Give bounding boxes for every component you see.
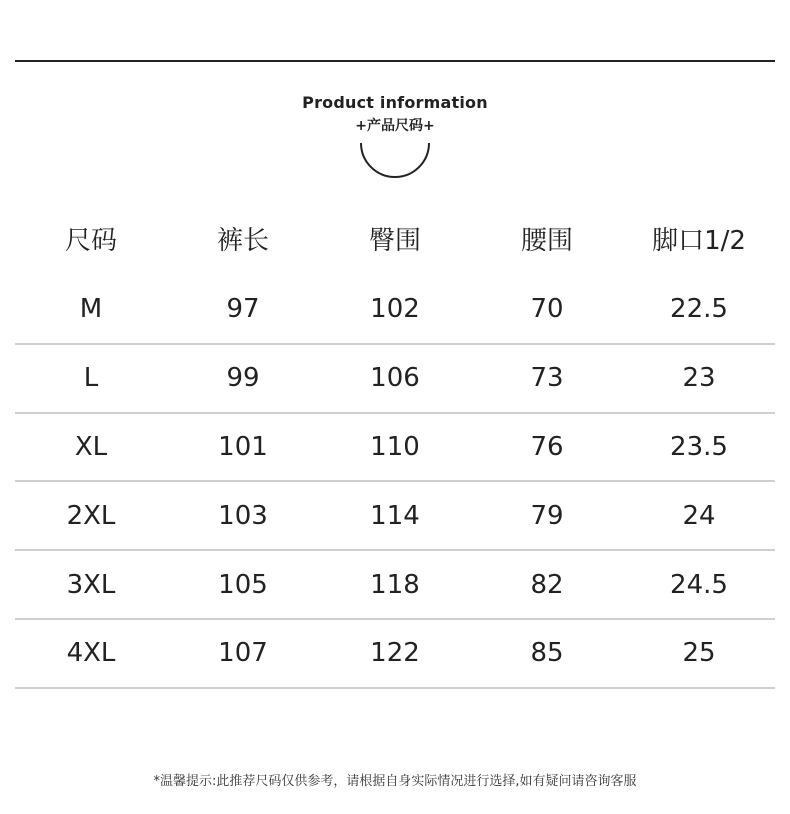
table-cell: 85: [530, 638, 564, 669]
table-cell: 110: [370, 431, 420, 462]
table-cell: 106: [370, 363, 420, 394]
table-cell: 22.5: [670, 294, 728, 325]
table-cell: 99: [226, 363, 260, 394]
decorative-arc-icon: [358, 140, 432, 180]
size-table: [15, 206, 775, 689]
table-row: [15, 345, 775, 414]
table-cell: 3XL: [66, 569, 116, 600]
table-row: [15, 414, 775, 483]
table-cell: 101: [218, 431, 268, 462]
table-cell: 24: [682, 500, 716, 531]
table-cell: 114: [370, 500, 420, 531]
table-cell: 4XL: [66, 638, 116, 669]
table-header-row: [15, 206, 775, 276]
table-row: [15, 482, 775, 551]
table-cell: 76: [530, 431, 564, 462]
table-row: [15, 551, 775, 620]
table-cell: M: [79, 294, 103, 325]
column-header-pants-length: 裤长: [216, 226, 269, 256]
table-cell: 118: [370, 569, 420, 600]
table-cell: 107: [218, 638, 268, 669]
table-cell: 23.5: [670, 431, 728, 462]
table-cell: 2XL: [66, 500, 116, 531]
header-title: Product information: [302, 93, 488, 112]
column-header-hip: 臀围: [368, 226, 421, 256]
table-cell: 97: [226, 294, 260, 325]
table-cell: 103: [218, 500, 268, 531]
table-cell: 102: [370, 294, 420, 325]
section-header: [0, 92, 790, 136]
footer-note: *温馨提示:此推荐尺码仅供参考，请根据自身实际情况进行选择,如有疑问请咨询客服: [153, 774, 637, 789]
table-cell: L: [83, 363, 99, 394]
table-cell: XL: [74, 431, 108, 462]
table-cell: 70: [530, 294, 564, 325]
table-cell: 105: [218, 569, 268, 600]
table-row: [15, 620, 775, 689]
column-header-leg-opening: 脚口1/2: [652, 226, 746, 256]
table-cell: 73: [530, 363, 564, 394]
table-cell: 25: [682, 638, 716, 669]
table-cell: 79: [530, 500, 564, 531]
table-row: [15, 276, 775, 345]
table-cell: 82: [530, 569, 564, 600]
table-cell: 23: [682, 363, 716, 394]
top-divider: [15, 60, 775, 62]
table-cell: 122: [370, 638, 420, 669]
header-subtitle: +产品尺码+: [355, 118, 435, 134]
table-cell: 24.5: [670, 569, 728, 600]
column-header-waist: 腰围: [520, 226, 573, 256]
column-header-size: 尺码: [64, 226, 117, 256]
